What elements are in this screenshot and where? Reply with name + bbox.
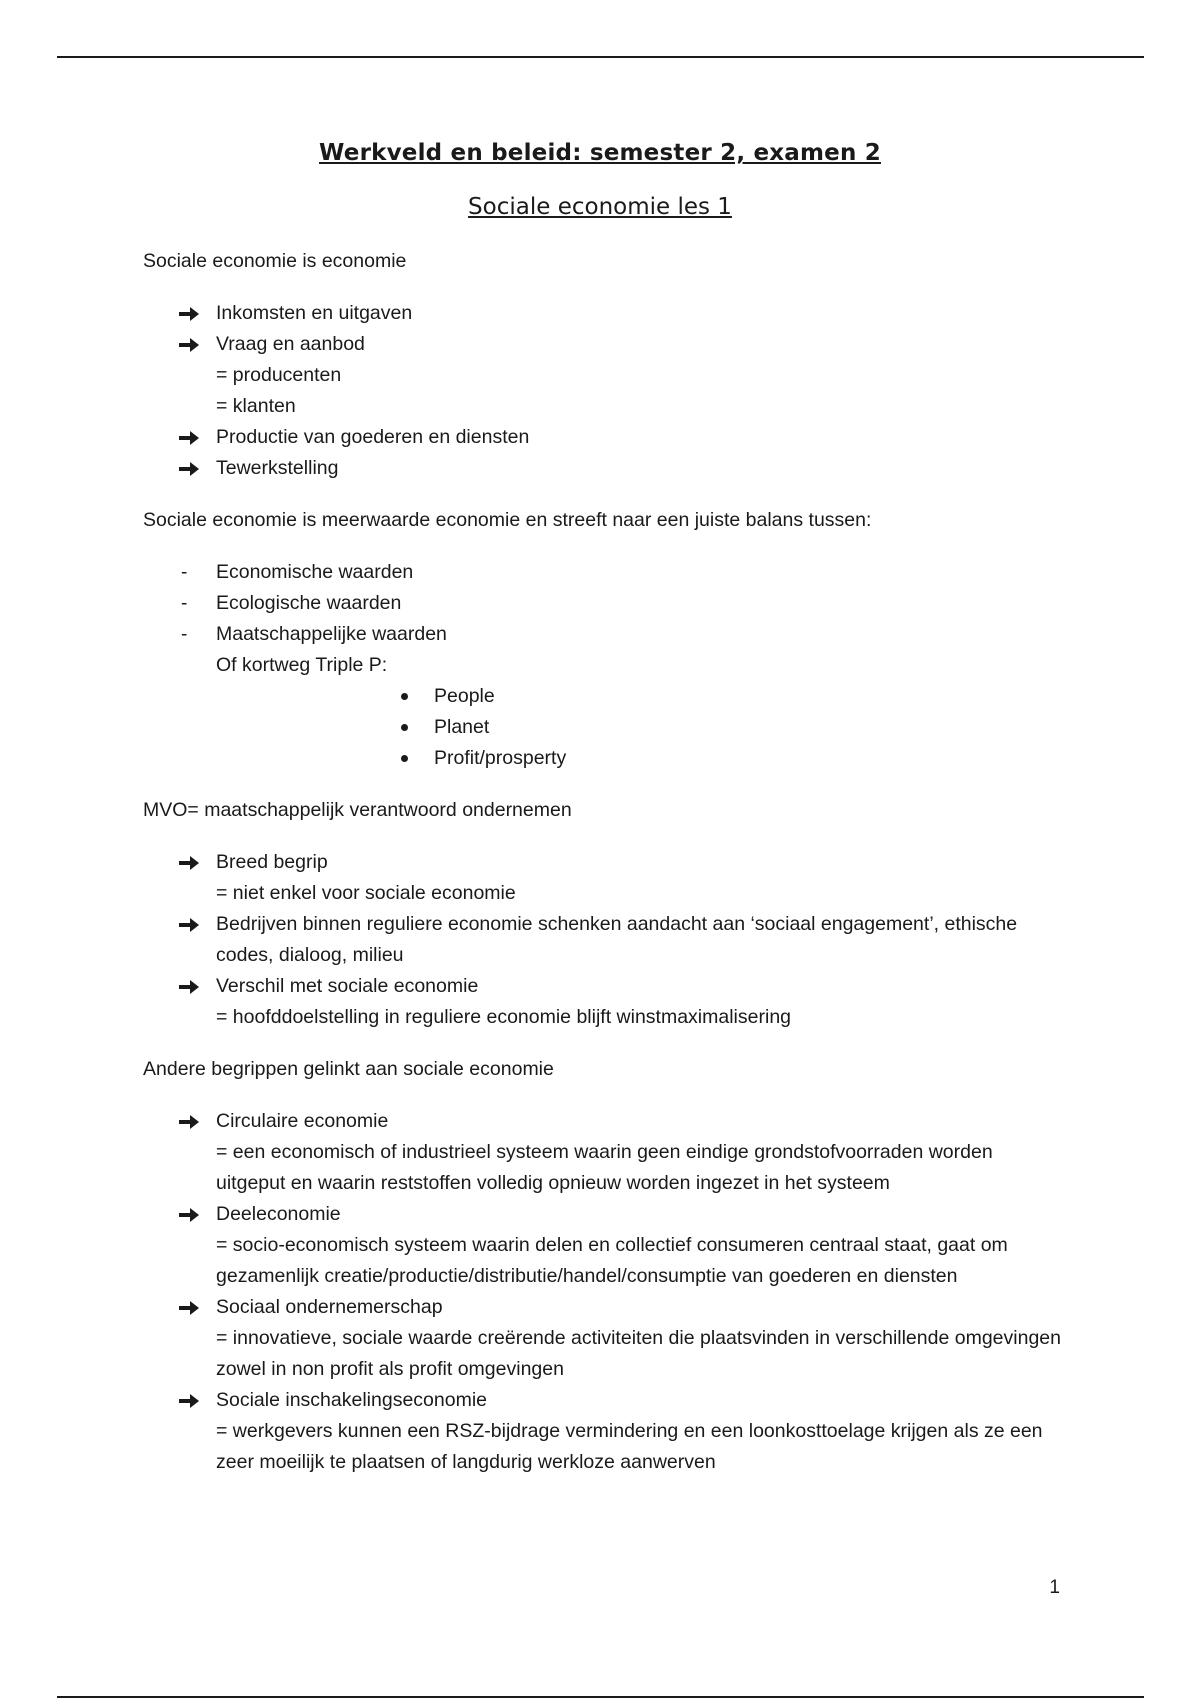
list-item: [143, 1385, 1063, 1478]
list-item-note: = producenten: [216, 364, 342, 386]
list-item-label: Maatschappelijke waarden: [216, 623, 447, 645]
section-1-list: [143, 298, 1063, 484]
triple-p-intro: Of kortweg Triple P:: [216, 654, 388, 676]
document-title: Werkveld en beleid: semester 2, examen 2: [319, 140, 881, 166]
list-item: [143, 329, 1063, 422]
list-item: [143, 909, 1063, 971]
list-item-label: Sociale inschakelingseconomie: [216, 1389, 487, 1411]
arrow-right-icon: [179, 453, 209, 487]
arrow-right-icon: [179, 909, 209, 943]
list-item-label: People: [434, 685, 495, 707]
list-item: [143, 1106, 1063, 1199]
dash-marker: -: [181, 562, 188, 583]
list-item-label: Circulaire economie: [216, 1110, 389, 1132]
arrow-right-icon: [179, 1292, 209, 1326]
section-4-intro: Andere begrippen gelinkt aan sociale economie: [143, 1058, 554, 1080]
bullet-icon: [401, 755, 408, 762]
footer-rule: [57, 1696, 1144, 1698]
list-item: [143, 422, 1063, 453]
list-item-note: = werkgevers kunnen een RSZ-bijdrage vermindering en een loonkosttoelage krijgen als ze een zeer moeilijk te plaatsen of langdurig werkloze aanwerven: [216, 1420, 1043, 1473]
arrow-right-icon: [179, 847, 209, 881]
list-item-label: Profit/prosperty: [434, 747, 567, 769]
list-item: [143, 588, 1063, 619]
list-item-note: = niet enkel voor sociale economie: [216, 882, 516, 904]
bullet-icon: [401, 693, 408, 700]
arrow-right-icon: [179, 1385, 209, 1419]
header-rule: [57, 56, 1144, 58]
dash-marker: -: [181, 624, 188, 645]
arrow-right-icon: [179, 329, 209, 363]
list-item-label: Productie van goederen en diensten: [216, 426, 530, 448]
section-2-list: [143, 557, 1063, 774]
section-4-list: [143, 1106, 1063, 1478]
list-item: [143, 971, 1063, 1033]
list-item-label: Ecologische waarden: [216, 592, 402, 614]
list-item: [143, 298, 1063, 329]
arrow-right-icon: [179, 298, 209, 332]
list-item: [434, 681, 1063, 712]
list-item: [143, 619, 1063, 774]
dash-marker: -: [181, 593, 188, 614]
list-item-label: Planet: [434, 716, 490, 738]
document-subtitle: Sociale economie les 1: [468, 194, 732, 220]
list-item: [143, 1199, 1063, 1292]
triple-p-list: [216, 681, 1063, 774]
page-number: 1: [1049, 1577, 1060, 1598]
section-3-list: [143, 847, 1063, 1033]
section-3-intro: MVO= maatschappelijk verantwoord ondernemen: [143, 799, 572, 821]
list-item: [143, 453, 1063, 484]
list-item: [434, 743, 1063, 774]
list-item-label: Breed begrip: [216, 851, 328, 873]
list-item-note: = een economisch of industrieel systeem waarin geen eindige grondstofvoorraden worden uitgeput en waarin reststoffen volledig opnieuw worden ingezet in het systeem: [216, 1141, 993, 1194]
list-item-note: = socio-economisch systeem waarin delen en collectief consumeren centraal staat, gaat om gezamenlijk creatie/productie/distributie/handel/consumptie van goederen en diensten: [216, 1234, 1008, 1287]
list-item: [143, 847, 1063, 909]
list-item-label: Sociaal ondernemerschap: [216, 1296, 443, 1318]
list-item-label: Inkomsten en uitgaven: [216, 302, 413, 324]
list-item-note: = hoofddoelstelling in reguliere economie blijft winstmaximalisering: [216, 1006, 792, 1028]
list-item-note: = innovatieve, sociale waarde creërende activiteiten die plaatsvinden in verschillende omgevingen zowel in non profit als profit omgevingen: [216, 1327, 1061, 1380]
list-item: [143, 557, 1063, 588]
section-2-intro: Sociale economie is meerwaarde economie en streeft naar een juiste balans tussen:: [143, 509, 872, 531]
list-item-label: Bedrijven binnen reguliere economie schenken aandacht aan ‘sociaal engagement’, ethische codes, dialoog, milieu: [216, 913, 1018, 966]
list-item-label: Economische waarden: [216, 561, 414, 583]
list-item-label: Deeleconomie: [216, 1203, 341, 1225]
list-item-label: Verschil met sociale economie: [216, 975, 479, 997]
bullet-icon: [401, 724, 408, 731]
arrow-right-icon: [179, 1106, 209, 1140]
list-item: [143, 1292, 1063, 1385]
list-item-note: = klanten: [216, 395, 296, 417]
arrow-right-icon: [179, 1199, 209, 1233]
arrow-right-icon: [179, 422, 209, 456]
section-1-intro: Sociale economie is economie: [143, 250, 407, 272]
list-item-label: Tewerkstelling: [216, 457, 339, 479]
list-item-label: Vraag en aanbod: [216, 333, 365, 355]
document-body: [143, 246, 1063, 1499]
list-item: [434, 712, 1063, 743]
arrow-right-icon: [179, 971, 209, 1005]
